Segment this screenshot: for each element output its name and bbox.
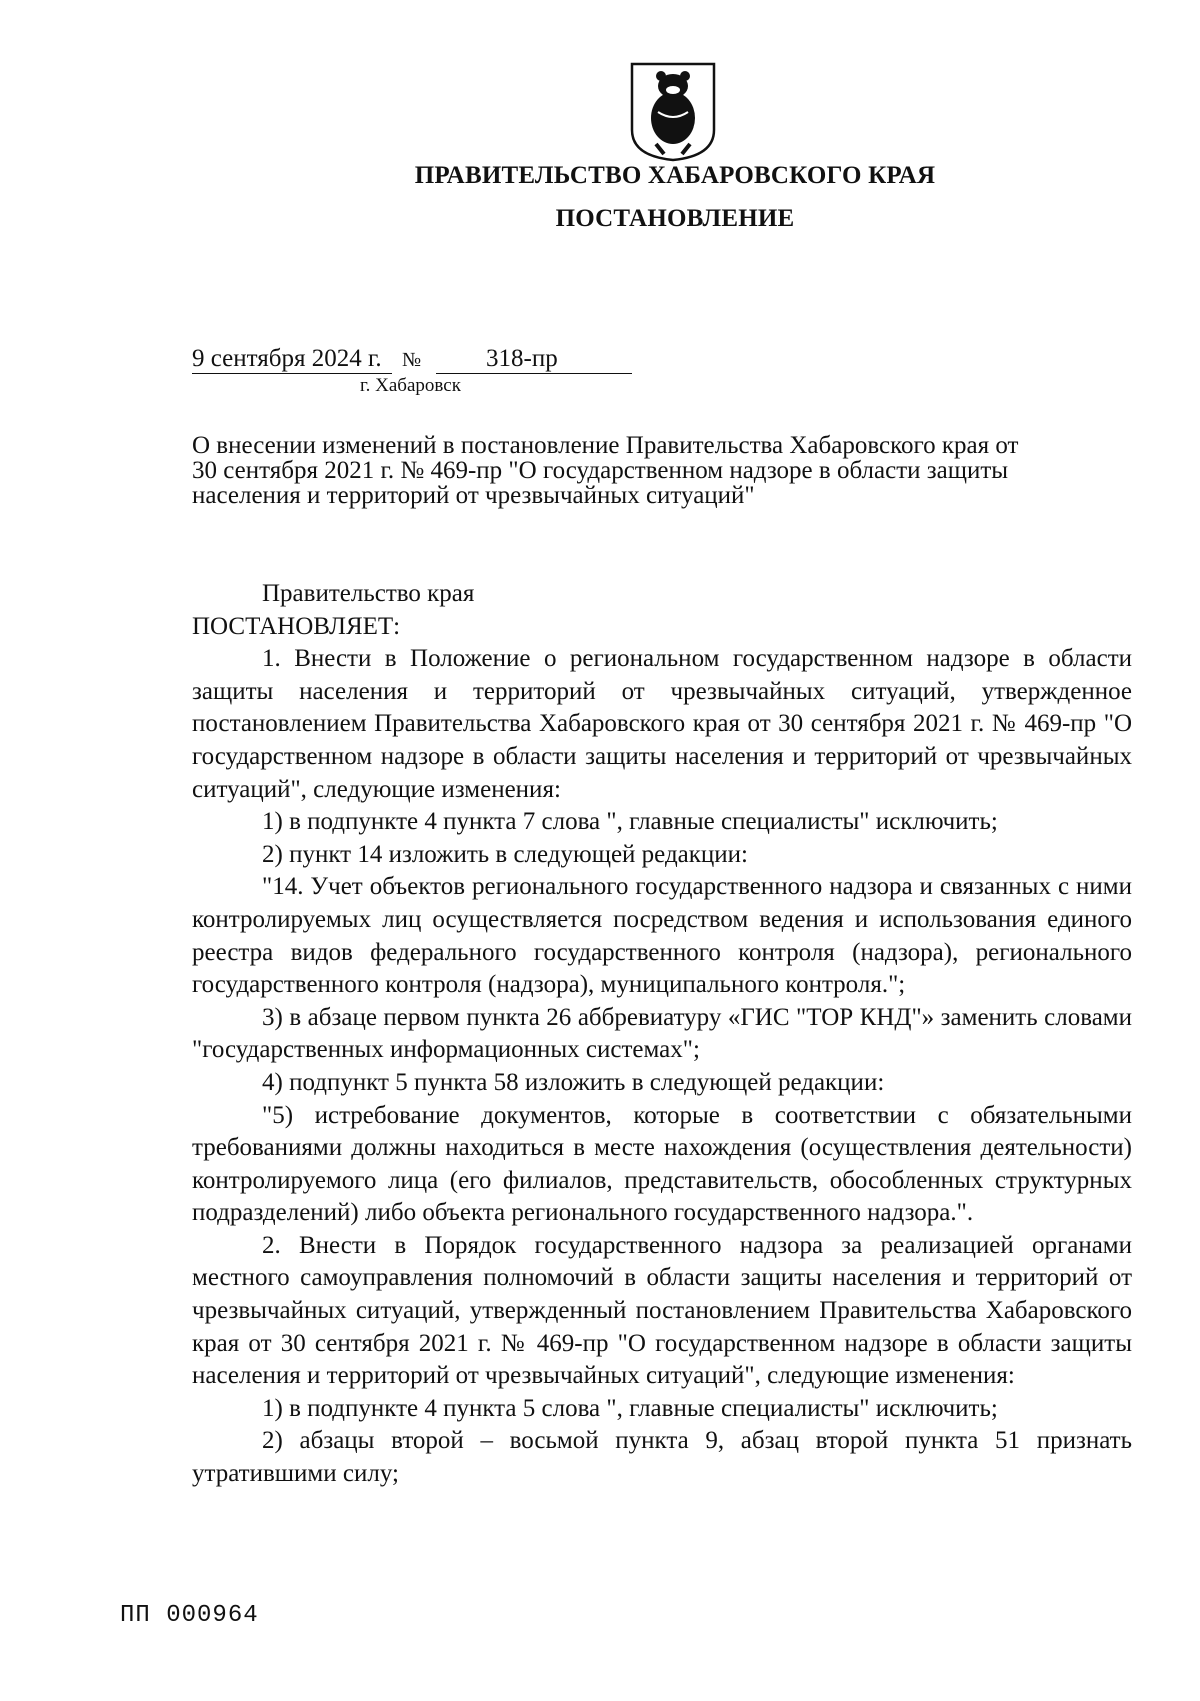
paragraph-1-item-3: 3) в абзаце первом пункта 26 аббревиатуру «ГИС "ТОР КНД"» заменить словами "государственных информационных системах"; [192,1003,1132,1064]
document-subject [192,433,1152,508]
number-sign: № [402,349,422,371]
preamble-government: Правительство края [262,580,475,607]
paragraph-2-item-1: 1) в подпункте 4 пункта 5 слова ", главные специалисты" исключить; [262,1394,998,1422]
paragraph-1-item-4: 4) подпункт 5 пункта 58 изложить в следующей редакции: [262,1068,885,1096]
paragraph-2-item-2: 2) абзацы второй – восьмой пункта 9, абзац второй пункта 51 признать утратившими силу; [192,1427,1132,1488]
document-type-title: ПОСТАНОВЛЕНИЕ [555,205,795,232]
coat-of-arms-icon [628,60,718,162]
document-body [192,578,1132,1491]
paragraph-1-item-2: 2) пункт 14 изложить в следующей редакции: [262,840,748,868]
document-number: 318-пр [436,345,632,374]
subject-line: населения и территорий от чрезвычайных ситуаций" [192,482,755,509]
subject-line: 30 сентября 2021 г. № 469-пр "О государственном надзоре в области защиты [192,457,1009,484]
government-title: ПРАВИТЕЛЬСТВО ХАБАРОВСКОГО КРАЯ [414,162,936,189]
paragraph-1-item-2-text: "14. Учет объектов регионального государственного надзора и связанных с ними контролируемых лиц осуществляется посредством ведения и использования единого реестра видов федерального государственного контроля (надзора), регионального государственного контроля (надзора), муниципального контроля."; [192,873,1132,999]
document-city: г. Хабаровск [360,375,461,396]
paragraph-1-item-1: 1) в подпункте 4 пункта 7 слова ", главные специалисты" исключить; [262,808,998,836]
form-code: ПП 000964 [120,1602,259,1629]
paragraph-1: 1. Внести в Положение о региональном государственном надзоре в области защиты населения и территорий от чрезвычайных ситуаций, утвержденное постановлением Правительства Хабаровского края от 30 сентября 2021 г. № 469-пр "О государственном надзоре в области защиты населения и территорий от чрезвычайных ситуаций", следующие изменения: [192,645,1132,803]
paragraph-2: 2. Внести в Порядок государственного надзора за реализацией органами местного самоуправления полномочий в области защиты населения и территорий от чрезвычайных ситуаций, утвержденный постановлением Правительства Хабаровского края от 30 сентября 2021 г. № 469-пр "О государственном надзоре в области защиты населения и территорий от чрезвычайных ситуаций", следующие изменения: [192,1231,1132,1390]
subject-line: О внесении изменений в постановление Правительства Хабаровского края от [192,432,1019,459]
paragraph-1-item-4-text: "5) истребование документов, которые в соответствии с обязательными требованиями должны находиться в месте нахождения (осуществления деятельности) контролируемого лица (его филиалов, представительств, обособленных структурных подразделений) либо объекта регионального государственного надзора.". [192,1101,1132,1227]
date-number-line [192,345,632,374]
document-date: 9 сентября 2024 г. [192,345,392,374]
preamble-resolves: ПОСТАНОВЛЯЕТ: [192,612,401,640]
